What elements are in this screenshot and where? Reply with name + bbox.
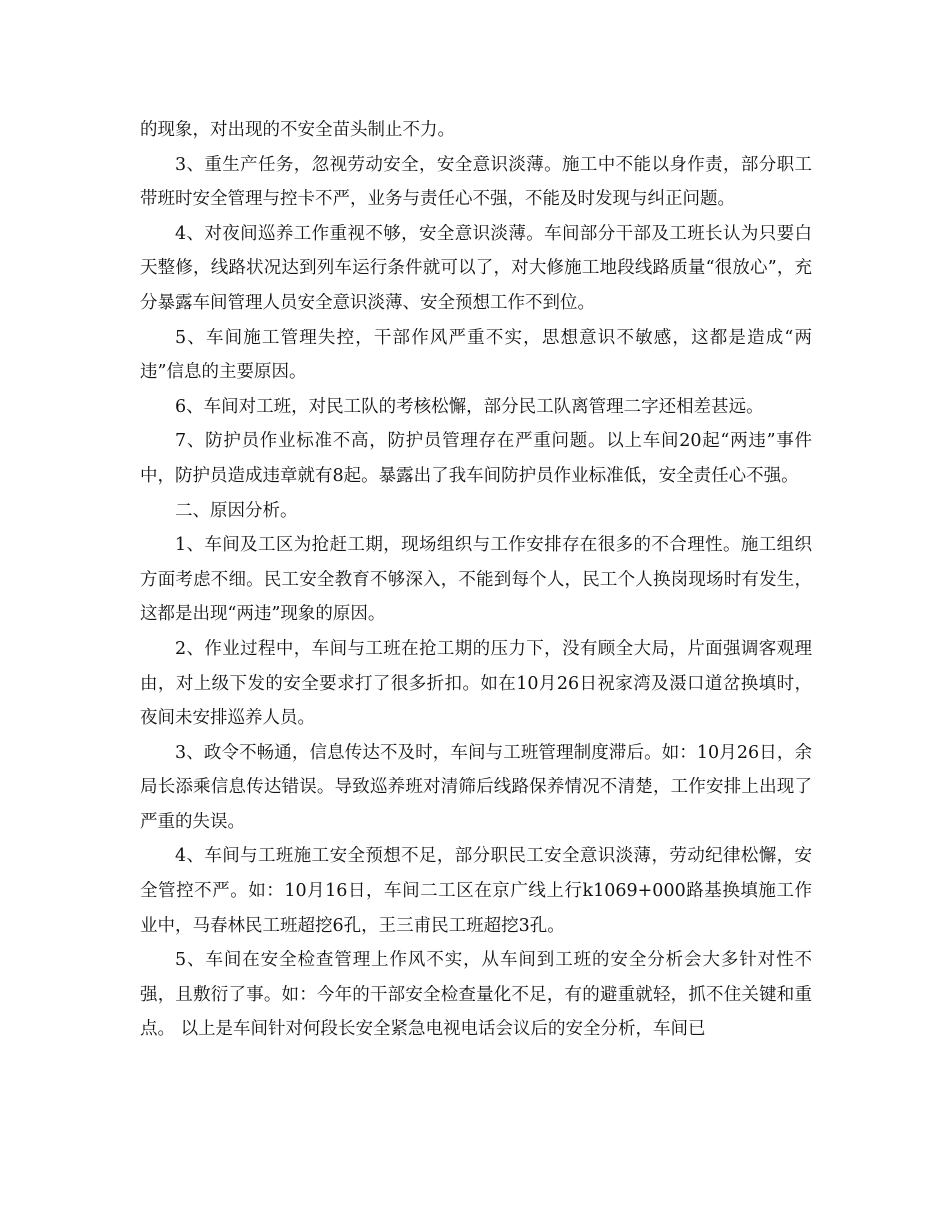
paragraph-item-3: 3、重生产任务，忽视劳动安全，安全意识淡薄。施工中不能以身作责，部分职工带班时安全管理与控卡不严，业务与责任心不强，不能及时发现与纠正问题。 bbox=[140, 154, 812, 210]
paragraph-item-6: 6、车间对工班，对民工队的考核松懈，部分民工队离管理二字还相差甚远。 bbox=[175, 396, 764, 417]
document-body bbox=[140, 113, 812, 1047]
section-heading-cause-analysis: 二、原因分析。 bbox=[175, 500, 298, 521]
paragraph-item-7: 7、防护员作业标准不高，防护员管理存在严重问题。以上车间20起“两违”事件中，防护员造成违章就有8起。暴露出了我车间防护员作业标准低，安全责任心不强。 bbox=[140, 431, 812, 486]
paragraph-cause-2: 2、作业过程中，车间与工班在抢工期的压力下，没有顾全大局，片面强调客观理由，对上级下发的安全要求打了很多折扣。如在10月26日祝家湾及滠口道岔换填时，夜间未安排巡养人员。 bbox=[140, 638, 812, 729]
paragraph-cause-5: 5、车间在安全检查管理上作风不实，从车间到工班的安全分析会大多针对性不强，且敷衍了事。如：今年的干部安全检查量化不足，有的避重就轻，抓不住关键和重点。 以上是车间针对何段长安全紧急电视电话会议后的安全分析，车间已 bbox=[140, 950, 812, 1040]
paragraph-cause-1: 1、车间及工区为抢赶工期，现场组织与工作安排存在很多的不合理性。施工组织方面考虑不细。民工安全教育不够深入，不能到每个人，民工个人换岗现场时有发生，这都是出现“两违”现象的原因。 bbox=[140, 535, 812, 625]
paragraph-cause-4: 4、车间与工班施工安全预想不足，部分职民工安全意识淡薄，劳动纪律松懈，安全管控不严。如：10月16日，车间二工区在京广线上行k1069+000路基换填施工作业中，马春林民工班超挖6孔，王三甫民工班超挖3孔。 bbox=[140, 846, 812, 936]
paragraph-cause-3: 3、政令不畅通，信息传达不及时，车间与工班管理制度滞后。如：10月26日，余局长添乘信息传达错误。导致巡养班对清筛后线路保养情况不清楚，工作安排上出现了严重的失误。 bbox=[140, 742, 812, 832]
paragraph-item-4: 4、对夜间巡养工作重视不够，安全意识淡薄。车间部分干部及工班长认为只要白天整修，线路状况达到列车运行条件就可以了，对大修施工地段线路质量“很放心”，充分暴露车间管理人员安全意识淡薄、安全预想工作不到位。 bbox=[140, 223, 812, 313]
paragraph-item-5: 5、车间施工管理失控，干部作风严重不实，思想意识不敏感，这都是造成“两违”信息的主要原因。 bbox=[140, 327, 812, 383]
paragraph-continuation: 的现象，对出现的不安全苗头制止不力。 bbox=[140, 120, 455, 140]
